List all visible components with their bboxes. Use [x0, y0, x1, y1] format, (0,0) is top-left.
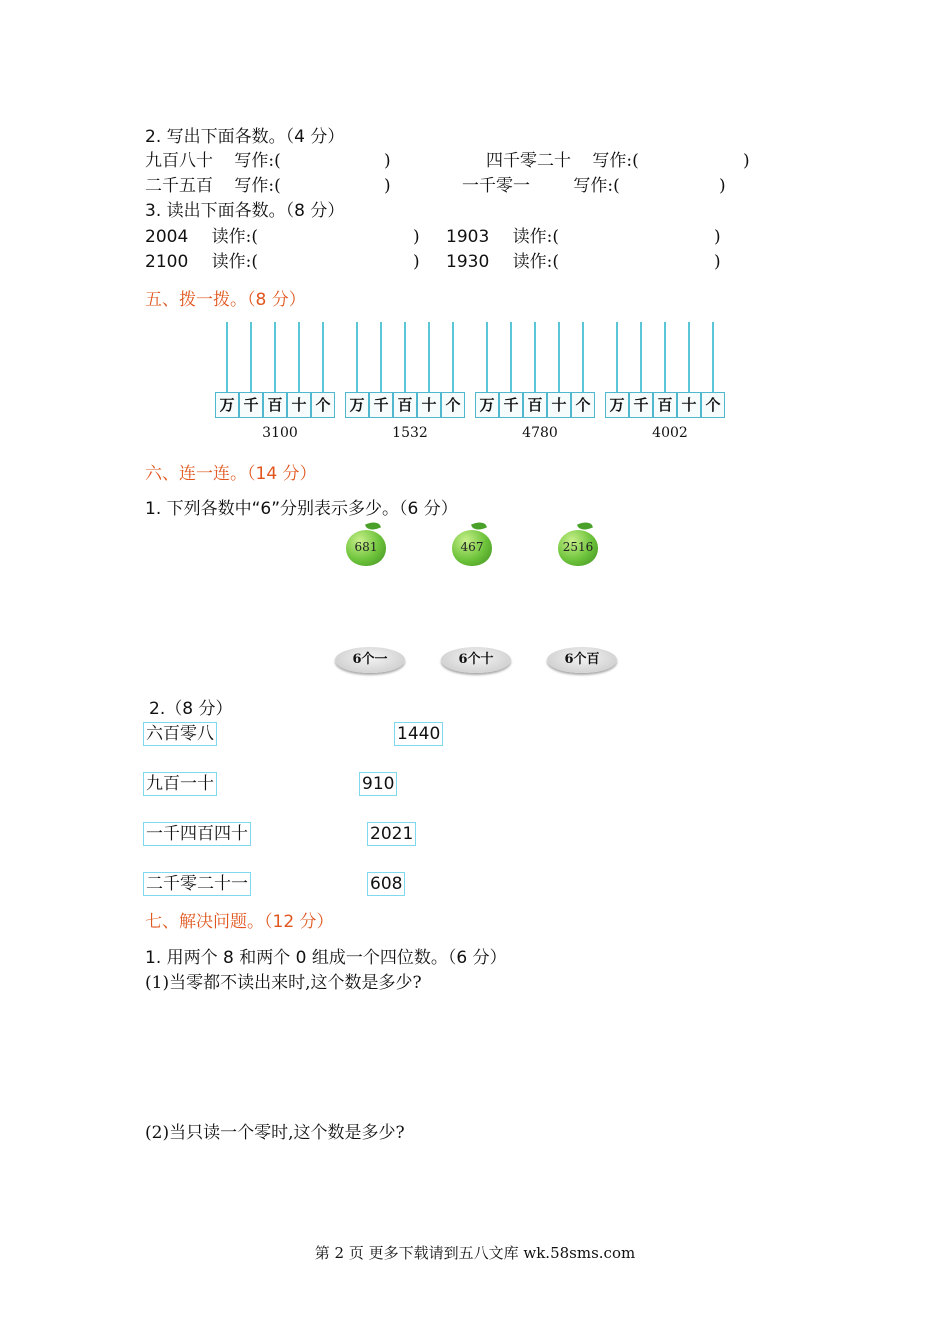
q2-item-4: [462, 175, 620, 197]
place-ge: 个: [311, 392, 335, 418]
q3-label: 读作:(: [512, 227, 560, 247]
abacus-group-3: [475, 392, 595, 418]
match-left-item[interactable]: 六百零八: [143, 722, 217, 746]
apple-number: 681: [354, 540, 378, 554]
q2-item-text: 二千五百: [145, 176, 213, 196]
abacus-rod: [558, 322, 560, 392]
match-right-item[interactable]: 608: [367, 872, 405, 896]
q2-item-2: [486, 150, 639, 172]
place-shi: 十: [547, 392, 571, 418]
abacus-rod: [534, 322, 536, 392]
q3-number: 1930: [446, 252, 490, 272]
answer-oval[interactable]: 6个百: [547, 647, 617, 673]
abacus-diagram: [215, 322, 737, 441]
q3-item-3: [145, 251, 258, 273]
page-footer: 第 2 页 更多下载请到五八文库 wk.58sms.com: [314, 1244, 636, 1262]
abacus-group-4: [605, 392, 725, 418]
abacus-number: 1532: [392, 425, 428, 441]
abacus-rod: [380, 322, 382, 392]
abacus-rod: [688, 322, 690, 392]
abacus-number: 4780: [522, 425, 558, 441]
place-wan: 万: [215, 392, 239, 418]
q2-item-3: [145, 175, 281, 197]
abacus-rod: [664, 322, 666, 392]
q3-close: ): [714, 227, 721, 247]
q2-item-label: 写作:(: [592, 151, 639, 171]
place-shi: 十: [677, 392, 701, 418]
abacus-rod: [428, 322, 430, 392]
section-6-heading: 六、连一连。（14 分）: [145, 464, 317, 484]
q3-item-4: [446, 251, 559, 273]
section-7-sub2: (2)当只读一个零时,这个数是多少?: [145, 1123, 405, 1143]
place-qian: 千: [629, 392, 653, 418]
place-shi: 十: [287, 392, 311, 418]
section-6-q1-heading: 1. 下列各数中“6”分别表示多少。（6 分）: [145, 499, 458, 519]
q2-item-label: 写作:(: [234, 176, 281, 196]
q2-item-text: 四千零二十: [486, 151, 571, 171]
q3-item-1: [145, 226, 258, 248]
answer-oval[interactable]: 6个一: [335, 647, 405, 673]
apple-number: 2516: [562, 540, 594, 554]
abacus-number: 3100: [262, 425, 298, 441]
q2-item-text: 一千零一: [462, 176, 530, 196]
apple-icon: [344, 524, 388, 568]
apple-number: 467: [460, 540, 484, 554]
section-7-heading: 七、解决问题。（12 分）: [145, 912, 334, 932]
place-qian: 千: [369, 392, 393, 418]
match-left-item[interactable]: 二千零二十一: [143, 872, 251, 896]
place-bai: 百: [263, 392, 287, 418]
q3-close: ): [714, 252, 721, 272]
match-right-item[interactable]: 2021: [367, 822, 416, 846]
apple-icon: [556, 524, 600, 568]
abacus-rod: [582, 322, 584, 392]
place-bai: 百: [523, 392, 547, 418]
q2-item-label: 写作:(: [234, 151, 281, 171]
abacus-group-1: [215, 392, 335, 418]
abacus-group-2: [345, 392, 465, 418]
section-6-q2-heading: 2.（8 分）: [149, 699, 233, 719]
q3-label: 读作:(: [211, 252, 259, 272]
place-wan: 万: [605, 392, 629, 418]
match-left-item[interactable]: 九百一十: [143, 772, 217, 796]
place-bai: 百: [393, 392, 417, 418]
place-shi: 十: [417, 392, 441, 418]
q2-heading: 2. 写出下面各数。（4 分）: [145, 127, 345, 147]
abacus-rod: [250, 322, 252, 392]
q3-number: 2100: [145, 252, 189, 272]
abacus-rod: [404, 322, 406, 392]
place-ge: 个: [441, 392, 465, 418]
q2-close: ): [719, 176, 726, 196]
apple-icon: [450, 524, 494, 568]
place-ge: 个: [701, 392, 725, 418]
abacus-rod: [356, 322, 358, 392]
q3-heading: 3. 读出下面各数。（8 分）: [145, 201, 345, 221]
abacus-rod: [452, 322, 454, 392]
abacus-rod: [226, 322, 228, 392]
abacus-rod: [616, 322, 618, 392]
abacus-rod: [510, 322, 512, 392]
section-7-q1: 1. 用两个 8 和两个 0 组成一个四位数。（6 分）: [145, 948, 507, 968]
q2-close: ): [384, 176, 391, 196]
place-qian: 千: [239, 392, 263, 418]
abacus-rod: [712, 322, 714, 392]
q3-label: 读作:(: [211, 227, 259, 247]
match-right-item[interactable]: 910: [359, 772, 397, 796]
abacus-rod: [486, 322, 488, 392]
abacus-number: 4002: [652, 425, 688, 441]
q3-close: ): [413, 227, 420, 247]
match-left-item[interactable]: 一千四百四十: [143, 822, 251, 846]
q2-item-label: 写作:(: [573, 176, 620, 196]
q3-item-2: [446, 226, 559, 248]
abacus-rod: [640, 322, 642, 392]
section-5-heading: 五、拨一拨。（8 分）: [145, 290, 306, 310]
place-wan: 万: [475, 392, 499, 418]
q3-number: 2004: [145, 227, 189, 247]
abacus-rod: [298, 322, 300, 392]
match-right-item[interactable]: 1440: [394, 722, 443, 746]
q2-close: ): [743, 151, 750, 171]
place-bai: 百: [653, 392, 677, 418]
abacus-rod: [274, 322, 276, 392]
abacus-rod: [322, 322, 324, 392]
section-7-sub1: (1)当零都不读出来时,这个数是多少?: [145, 973, 422, 993]
place-ge: 个: [571, 392, 595, 418]
q3-label: 读作:(: [512, 252, 560, 272]
answer-oval[interactable]: 6个十: [441, 647, 511, 673]
place-qian: 千: [499, 392, 523, 418]
q2-close: ): [384, 151, 391, 171]
place-wan: 万: [345, 392, 369, 418]
q3-close: ): [413, 252, 420, 272]
q2-item-1: [145, 150, 281, 172]
q2-item-text: 九百八十: [145, 151, 213, 171]
q3-number: 1903: [446, 227, 490, 247]
